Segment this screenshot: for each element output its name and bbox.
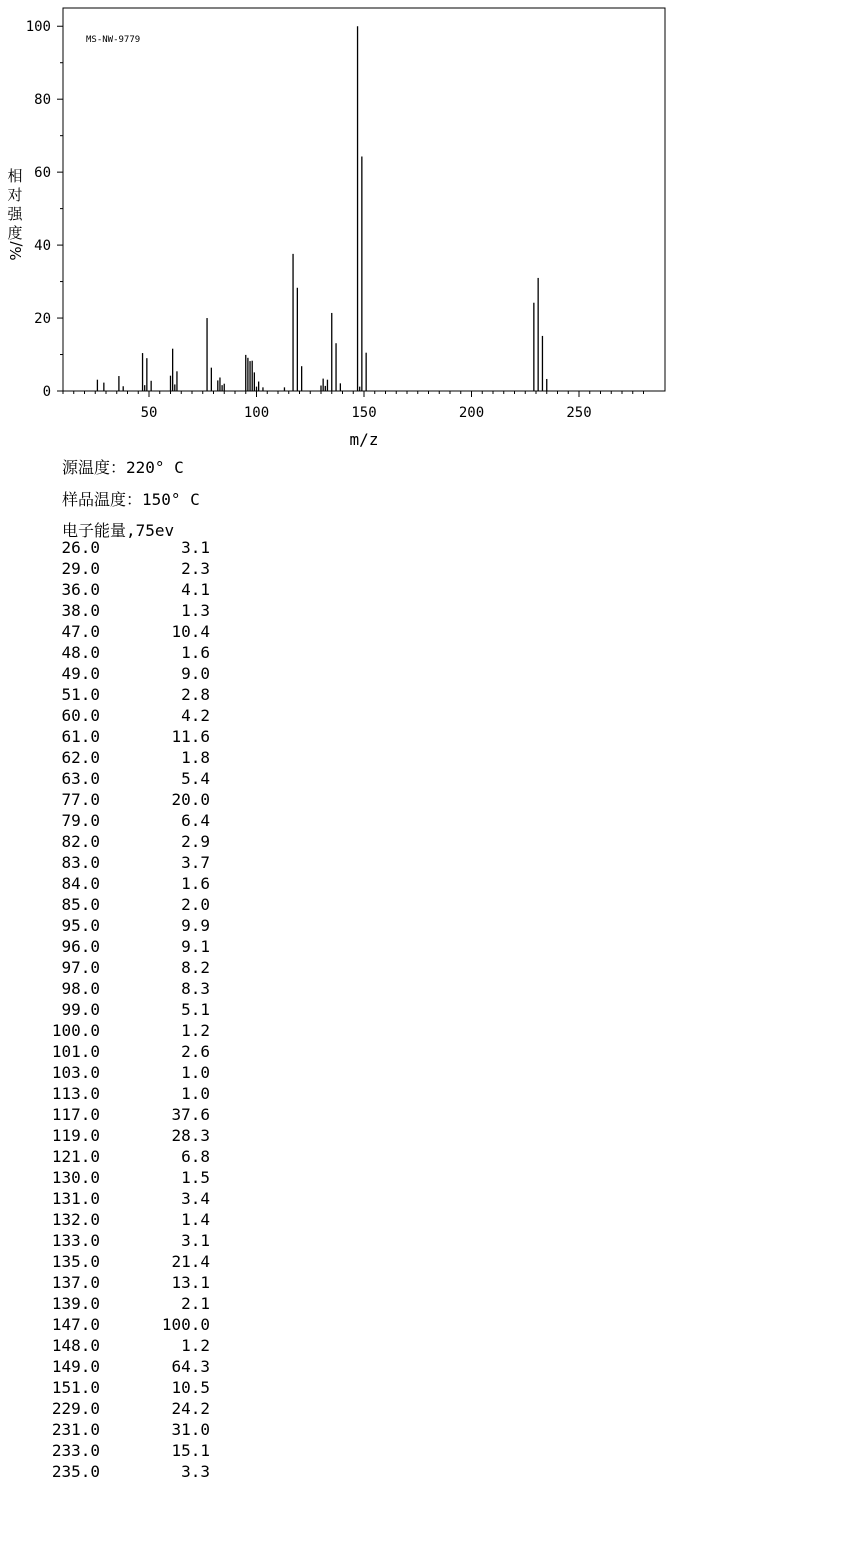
table-row [40, 1356, 210, 1377]
table-row [40, 537, 210, 558]
peak-abundance: 2.1 [181, 1294, 210, 1313]
table-row [40, 1461, 210, 1482]
peak-abundance: 11.6 [171, 727, 210, 746]
table-row [40, 1083, 210, 1104]
peak-abundance: 24.2 [171, 1399, 210, 1418]
table-row [40, 1230, 210, 1251]
table-row [40, 894, 210, 915]
table-row [40, 1167, 210, 1188]
table-row [40, 684, 210, 705]
peak-abundance: 1.0 [181, 1063, 210, 1082]
peak-mz: 79.0 [61, 811, 100, 830]
table-row [40, 1041, 210, 1062]
table-row [40, 978, 210, 999]
table-row [40, 936, 210, 957]
table-row [40, 663, 210, 684]
peak-mz: 229.0 [51, 1399, 100, 1418]
peak-abundance: 4.2 [181, 706, 210, 725]
peak-mz: 96.0 [61, 937, 100, 956]
peak-abundance: 1.0 [181, 1084, 210, 1103]
chart-title: MS-NW-9779 [86, 35, 141, 45]
x-tick-label: 150 [351, 405, 377, 421]
peak-abundance: 9.0 [181, 664, 210, 683]
peak-abundance: 21.4 [171, 1252, 210, 1271]
peak-abundance: 31.0 [171, 1420, 210, 1439]
peak-mz: 119.0 [51, 1126, 100, 1145]
peak-mz: 63.0 [61, 769, 100, 788]
table-row [40, 873, 210, 894]
peak-abundance: 1.5 [181, 1168, 210, 1187]
peak-mz: 139.0 [51, 1294, 100, 1313]
peak-abundance: 2.3 [181, 559, 210, 578]
y-tick-label: 0 [42, 384, 51, 400]
peak-mz: 60.0 [61, 706, 100, 725]
y-tick-label: 60 [34, 165, 51, 182]
peak-abundance: 8.2 [181, 958, 210, 977]
x-tick-label: 50 [140, 405, 158, 421]
peak-mz: 101.0 [51, 1042, 100, 1061]
table-row [40, 747, 210, 768]
y-label-char: %/ [7, 241, 25, 261]
peak-abundance: 6.8 [181, 1147, 210, 1166]
y-label-char: 强 [7, 205, 23, 223]
y-label-char: 对 [7, 186, 23, 204]
peak-mz: 113.0 [51, 1084, 100, 1103]
peak-mz: 233.0 [51, 1441, 100, 1460]
peak-abundance: 2.0 [181, 895, 210, 914]
axis-ticks [26, 19, 644, 421]
peak-abundance: 3.7 [181, 853, 210, 872]
y-axis-label [7, 167, 25, 261]
electron-energy: 电子能量,75ev [62, 521, 175, 540]
peak-abundance: 1.4 [181, 1210, 210, 1229]
table-row [40, 621, 210, 642]
peak-mz: 49.0 [61, 664, 100, 683]
x-tick-label: 100 [243, 405, 270, 421]
peak-abundance: 4.1 [181, 580, 210, 599]
y-label-char: 相 [7, 167, 23, 185]
table-row [40, 831, 210, 852]
peak-abundance: 15.1 [171, 1441, 210, 1460]
table-row [40, 642, 210, 663]
mass-spectrum-chart [0, 0, 850, 455]
peak-mz: 235.0 [51, 1462, 100, 1481]
peak-abundance: 37.6 [171, 1105, 210, 1124]
peak-mz: 95.0 [61, 916, 100, 935]
y-tick-label: 40 [34, 238, 51, 255]
peak-mz: 98.0 [61, 979, 100, 998]
peak-abundance: 1.2 [181, 1021, 210, 1040]
table-row [40, 705, 210, 726]
peak-mz: 149.0 [51, 1357, 100, 1376]
peak-mz: 231.0 [51, 1420, 100, 1439]
table-row [40, 1398, 210, 1419]
peak-mz: 133.0 [51, 1231, 100, 1250]
table-row [40, 1188, 210, 1209]
peak-abundance: 100.0 [161, 1315, 210, 1334]
peak-mz: 51.0 [61, 685, 100, 704]
x-tick-label: 250 [566, 405, 592, 421]
peak-abundance: 3.4 [181, 1189, 210, 1208]
peak-abundance: 5.4 [181, 769, 210, 788]
peak-abundance: 9.9 [181, 916, 210, 935]
peak-mz: 130.0 [51, 1168, 100, 1187]
table-row [40, 1419, 210, 1440]
x-tick-label: 200 [458, 405, 485, 421]
peak-abundance: 3.1 [181, 1231, 210, 1250]
x-axis-label: m/z [349, 430, 379, 449]
table-row [40, 1314, 210, 1335]
sample-temperature: 样品温度：150° C [62, 490, 200, 509]
peak-mz: 61.0 [61, 727, 100, 746]
table-row [40, 600, 210, 621]
table-row [40, 558, 210, 579]
table-row [40, 1335, 210, 1356]
peak-abundance: 20.0 [171, 790, 210, 809]
peak-mz: 47.0 [61, 622, 100, 641]
table-row [40, 1272, 210, 1293]
table-row [40, 726, 210, 747]
peak-mz: 151.0 [51, 1378, 100, 1397]
peak-mz: 137.0 [51, 1273, 100, 1292]
table-row [40, 579, 210, 600]
table-row [40, 999, 210, 1020]
peak-abundance: 13.1 [171, 1273, 210, 1292]
peak-mz: 135.0 [51, 1252, 100, 1271]
peak-mz: 48.0 [61, 643, 100, 662]
peak-mz: 121.0 [51, 1147, 100, 1166]
table-row [40, 810, 210, 831]
source-temperature: 源温度：220° C [62, 458, 184, 477]
peak-abundance: 6.4 [181, 811, 210, 830]
peak-mz: 26.0 [61, 538, 100, 557]
table-row [40, 1440, 210, 1461]
peak-abundance: 64.3 [171, 1357, 210, 1376]
peak-mz: 132.0 [51, 1210, 100, 1229]
peak-abundance: 2.6 [181, 1042, 210, 1061]
peak-abundance: 3.3 [181, 1462, 210, 1481]
peak-abundance: 28.3 [171, 1126, 210, 1145]
table-row [40, 768, 210, 789]
peak-abundance: 10.4 [171, 622, 210, 641]
plot-frame [63, 8, 665, 391]
peak-abundance: 1.6 [181, 874, 210, 893]
table-row [40, 1062, 210, 1083]
y-tick-label: 100 [25, 19, 51, 36]
peak-abundance: 5.1 [181, 1000, 210, 1019]
peak-mz: 83.0 [61, 853, 100, 872]
peak-mz: 84.0 [61, 874, 100, 893]
table-row [40, 1146, 210, 1167]
peak-abundance: 2.9 [181, 832, 210, 851]
peak-mz: 131.0 [51, 1189, 100, 1208]
table-row [40, 1251, 210, 1272]
peak-mz: 38.0 [61, 601, 100, 620]
peak-list-table [40, 537, 210, 1482]
table-row [40, 1104, 210, 1125]
peak-abundance: 2.8 [181, 685, 210, 704]
y-tick-label: 80 [34, 92, 51, 109]
peak-mz: 148.0 [51, 1336, 100, 1355]
peak-mz: 147.0 [51, 1315, 100, 1334]
y-tick-label: 20 [34, 311, 51, 328]
peak-abundance: 3.1 [181, 538, 210, 557]
table-row [40, 852, 210, 873]
peak-abundance: 1.6 [181, 643, 210, 662]
table-row [40, 1293, 210, 1314]
peak-mz: 85.0 [61, 895, 100, 914]
peak-mz: 82.0 [61, 832, 100, 851]
peak-mz: 99.0 [61, 1000, 100, 1019]
peak-mz: 103.0 [51, 1063, 100, 1082]
y-label-char: 度 [7, 224, 23, 242]
peak-abundance: 10.5 [171, 1378, 210, 1397]
peak-mz: 77.0 [61, 790, 100, 809]
table-row [40, 789, 210, 810]
peak-abundance: 1.8 [181, 748, 210, 767]
peak-mz: 117.0 [51, 1105, 100, 1124]
peak-mz: 36.0 [61, 580, 100, 599]
peak-abundance: 1.2 [181, 1336, 210, 1355]
table-row [40, 1125, 210, 1146]
table-row [40, 957, 210, 978]
peak-mz: 97.0 [61, 958, 100, 977]
peak-mz: 29.0 [61, 559, 100, 578]
peak-mz: 100.0 [51, 1021, 100, 1040]
spectrum-peaks [97, 26, 546, 391]
peak-mz: 62.0 [61, 748, 100, 767]
table-row [40, 1020, 210, 1041]
table-row [40, 1377, 210, 1398]
table-row [40, 915, 210, 936]
peak-abundance: 8.3 [181, 979, 210, 998]
peak-abundance: 1.3 [181, 601, 210, 620]
table-row [40, 1209, 210, 1230]
peak-abundance: 9.1 [181, 937, 210, 956]
